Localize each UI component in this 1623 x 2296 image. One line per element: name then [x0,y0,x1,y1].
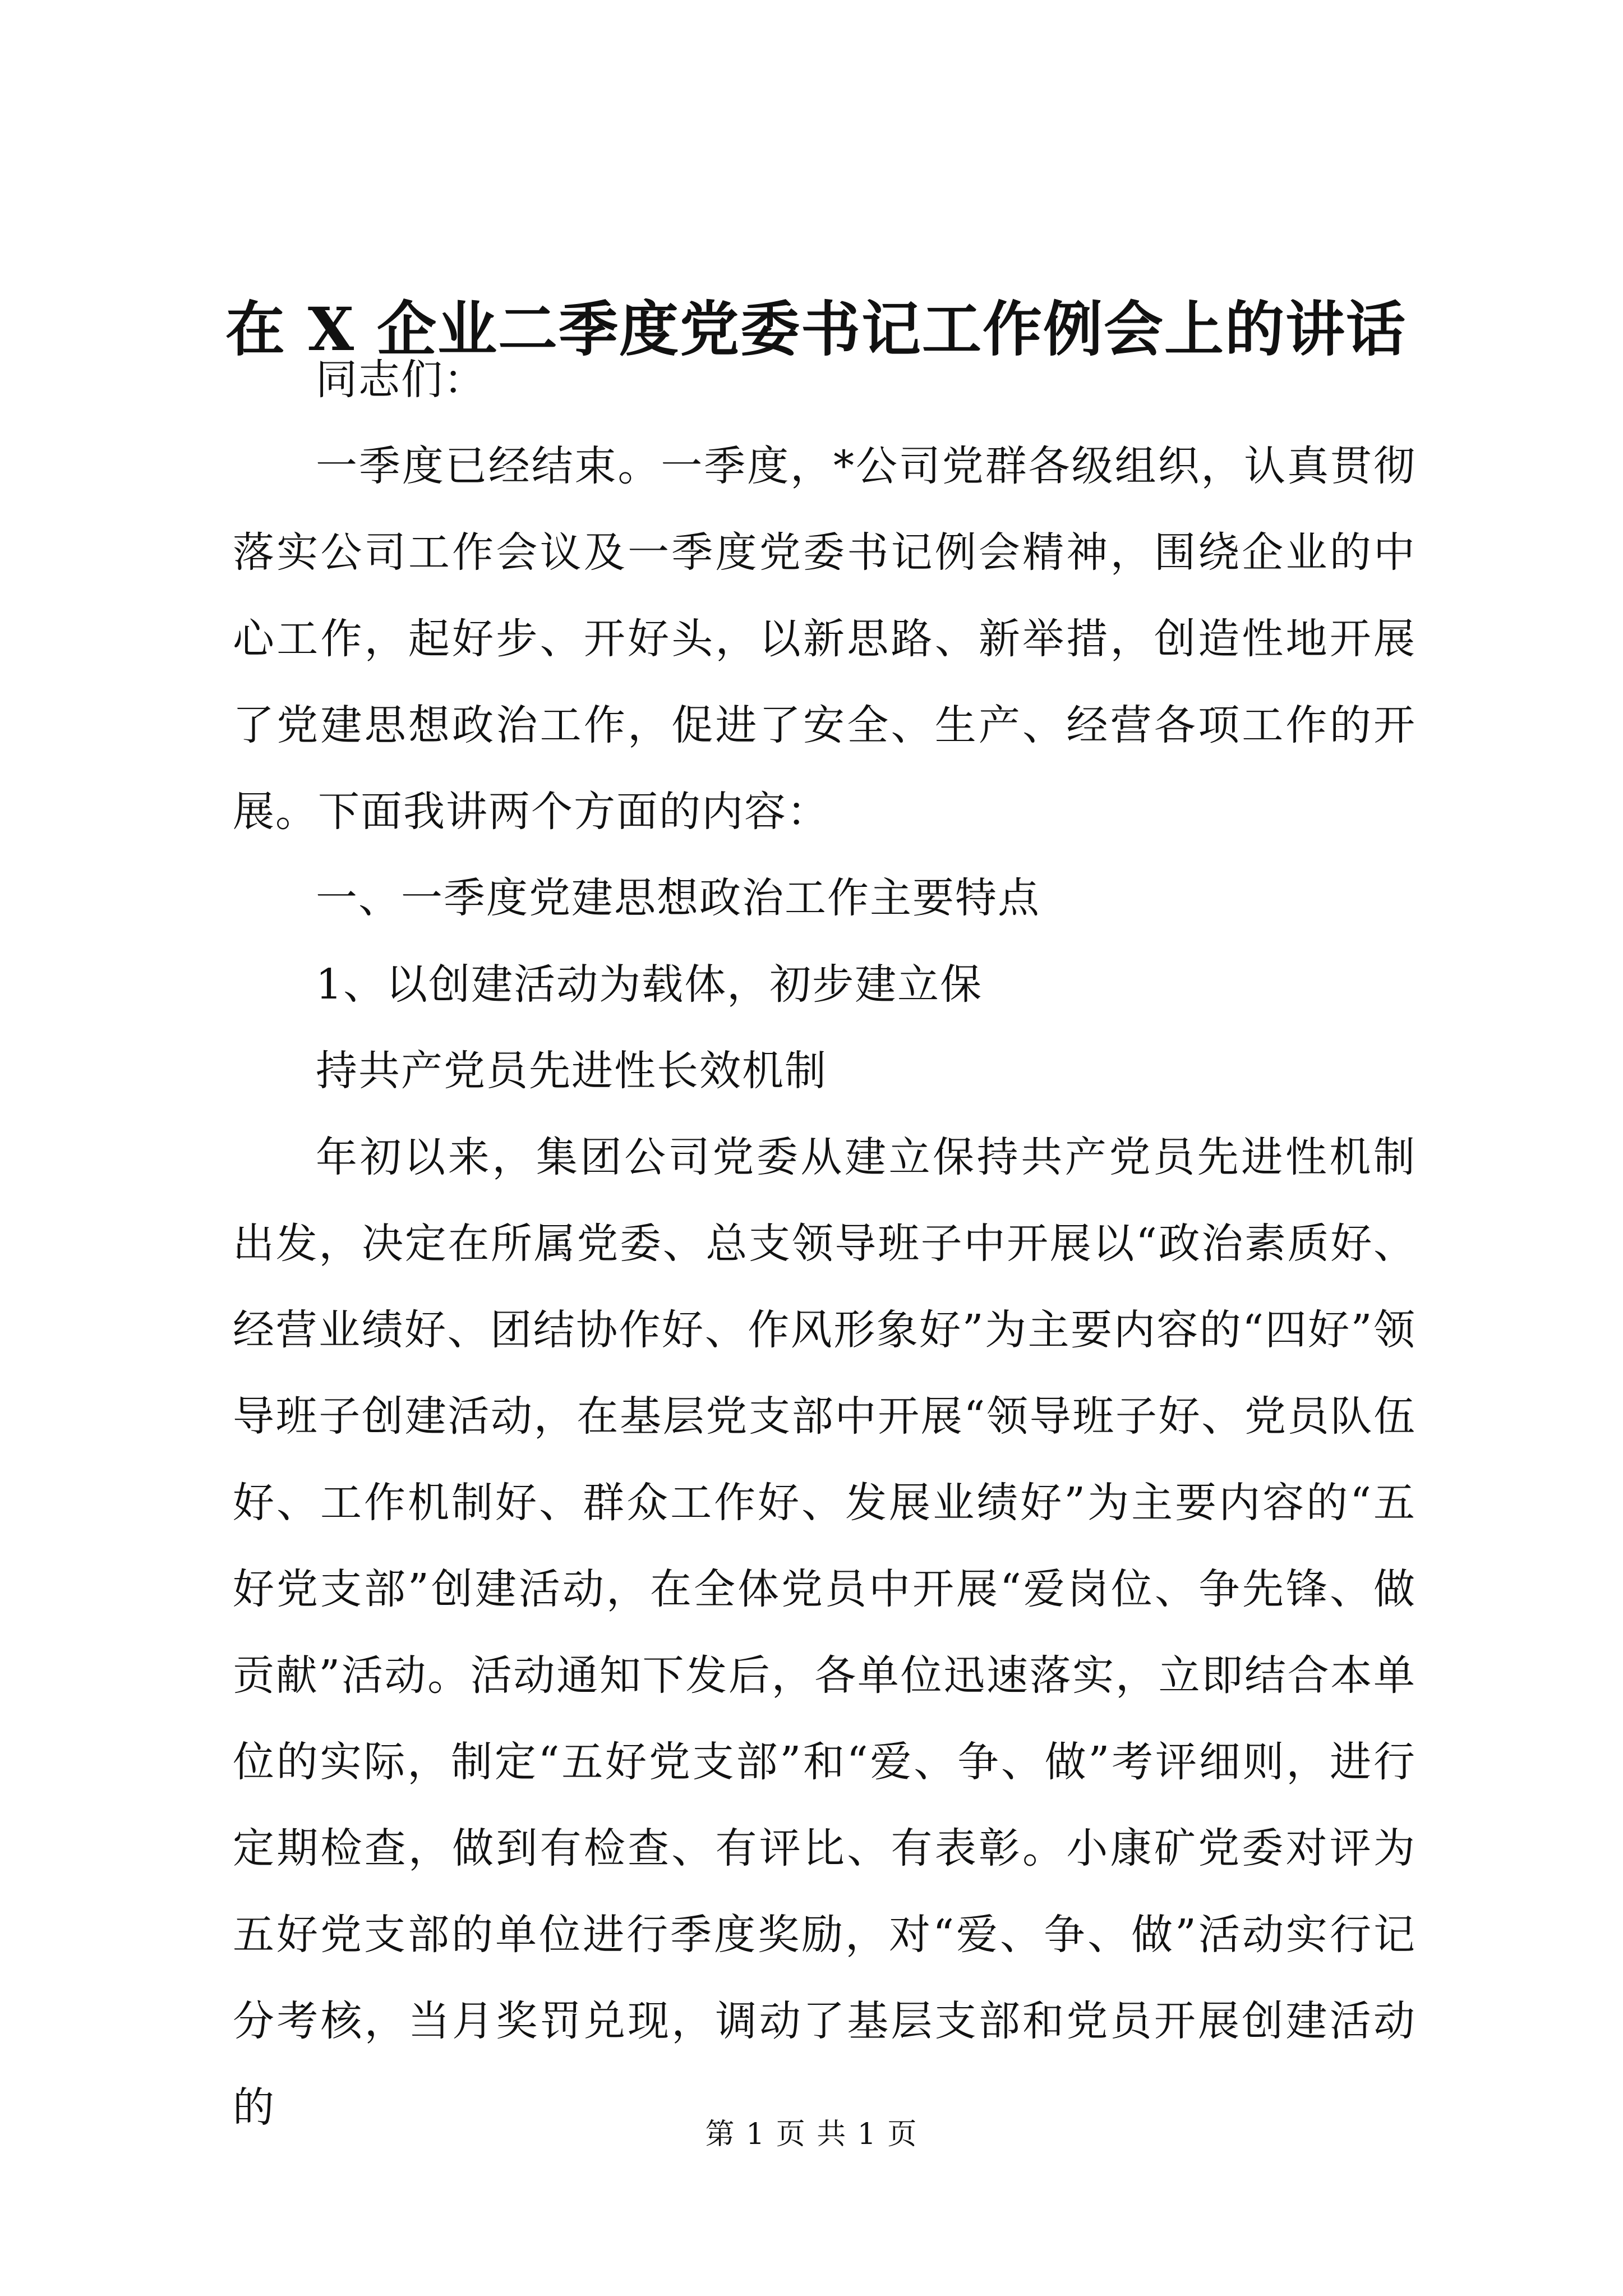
paragraph-salutation: 同志们： [316,356,486,404]
subheading-1-line-2: 持共产党员先进性长效机制 [316,1047,827,1095]
paragraph-body: 年初以来，集团公司党委从建立保持共产党员先进性机制出发，决定在所属党委、总支领导班子中开展以“政治素质好、经营业绩好、团结协作好、作风形象好”为主要内容的“四好”领导班子创建活动，在基层党支部中开展“领导班子好、党员队伍好、工作机制好、群众工作好、发展业绩好”为主要内容的“五好党支部”创建活动，在全体党员中开展“爱岗位、争先锋、做贡献”活动。活动通知下发后，各单位迅速落实，立即结合本单位的实际，制定“五好党支部”和“爱、争、做”考评细则，进行定期检查，做到有检查、有评比、有表彰。小康矿党委对评为五好党支部的单位进行季度奖励，对“爱、争、做”活动实行记分考核，当月奖罚兑现，调动了基层支部和党员开展创建活动的 [233,1133,1416,2132]
paragraph-intro: 一季度已经结束。一季度，*公司党群各级组织，认真贯彻落实公司工作会议及一季度党委书记例会精神，围绕企业的中心工作，起好步、开好头，以新思路、新举措，创造性地开展了党建思想政治工作，促进了安全、生产、经营各项工作的开展。下面我讲两个方面的内容： [233,442,1416,836]
subheading-1-line-1: 1、以创建活动为载体，初步建立保 [316,960,983,1009]
page-number-footer: 第 1 页 共 1 页 [705,2118,918,2151]
document-title: 在 X 企业二季度党委书记工作例会上的讲话 [225,294,1407,364]
document-body [233,337,1416,2151]
section-heading-1: 一、一季度党建思想政治工作主要特点 [316,874,1040,922]
